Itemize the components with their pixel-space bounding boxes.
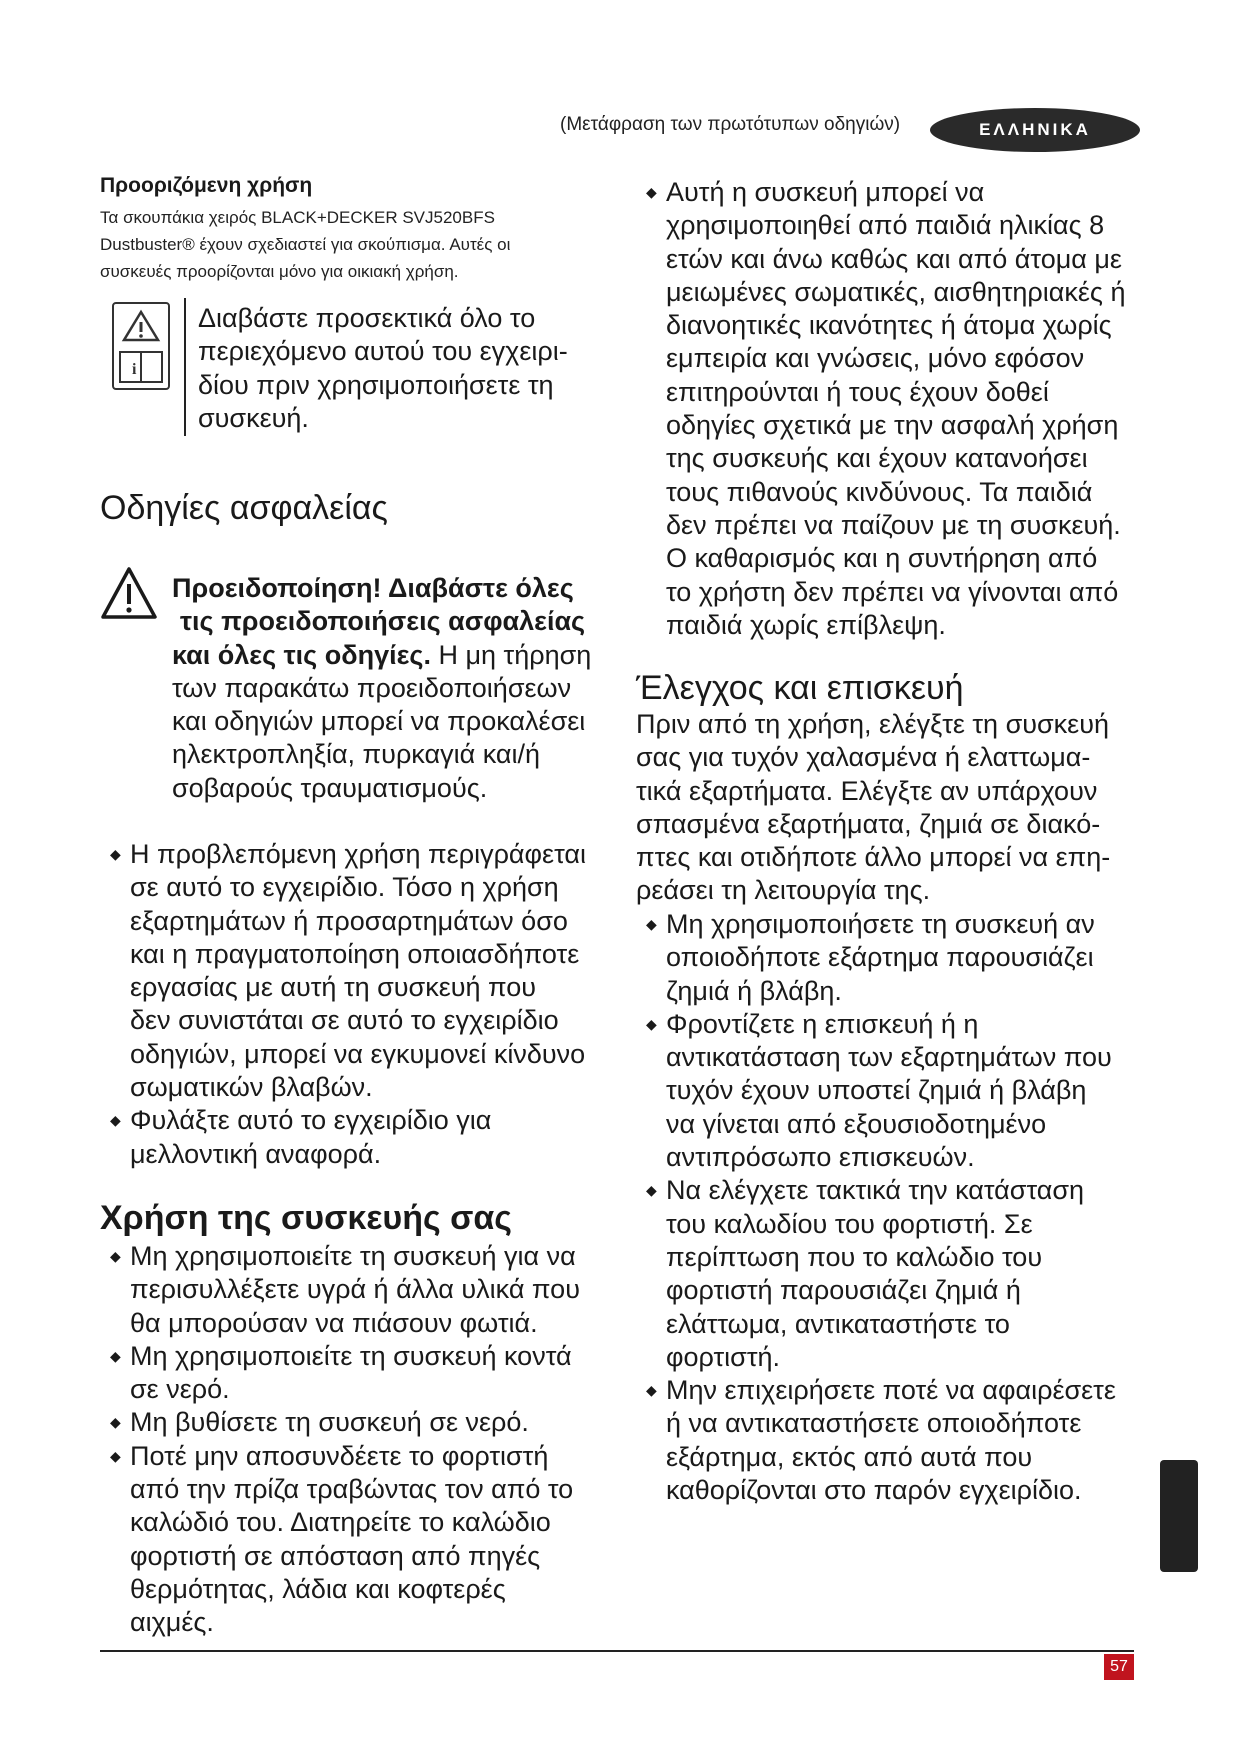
text-line: Διαβάστε προσεκτικά όλο το [198, 303, 536, 333]
text-line: εξαρτημάτων ή προσαρτημάτων όσο [130, 905, 568, 936]
list-item [636, 1374, 1156, 1507]
text-line: φορτιστή παρουσιάζει ζημιά ή [666, 1275, 1021, 1306]
text-line: Ποτέ μην αποσυνδέετε το φορτιστή [130, 1440, 549, 1471]
text-line: αντικατάσταση των εξαρτημάτων που [666, 1042, 1112, 1073]
text-line: ζημιά ή βλάβη. [666, 975, 842, 1006]
text-line: φορτιστή. [666, 1341, 781, 1372]
text-line: Τα σκουπάκια χειρός BLACK+DECKER SVJ520BFS [100, 208, 495, 227]
text-line: να γίνεται από εξουσιοδοτημένο [666, 1108, 1047, 1139]
list-item [636, 176, 1156, 642]
text-line: Αυτή η συσκευή μπορεί να [666, 177, 985, 207]
text-line: σε νερό. [130, 1374, 230, 1405]
text-line: ρεάσει τη λειτουργία της. [636, 875, 931, 906]
text-line: Μη χρησιμοποιείτε τη συσκευή κοντά [130, 1340, 572, 1371]
text-line: Η προβλεπόμενη χρήση περιγράφεται [130, 839, 586, 869]
text-line: και οδηγιών μπορεί να προκαλέσει [172, 706, 586, 737]
bullet-icon: ◆ [646, 184, 657, 200]
text-line: σε αυτό το εγχειρίδιο. Τόσο η χρήση [130, 872, 559, 903]
text-line: χρησιμοποιηθεί από παιδιά ηλικίας 8 [666, 210, 1105, 241]
text-line: Μην επιχειρήσετε ποτέ να αφαιρέσετε [666, 1375, 1116, 1406]
list-item [636, 908, 1156, 1008]
text-line: Ο καθαρισμός και η συντήρηση από [666, 543, 1098, 574]
list-item [100, 1240, 620, 1340]
text-line: Φροντίζετε η επισκευή ή η [666, 1008, 979, 1039]
inspection-bullets [636, 908, 1156, 1507]
text-line: διανοητικές ικανότητες ή άτομα χωρίς [666, 310, 1112, 341]
text-line: φορτιστή σε απόσταση από πηγές [130, 1540, 541, 1571]
text-line: σας για τυχόν χαλασμένα ή ελαττωμα- [636, 742, 1091, 773]
list-item [636, 1174, 1156, 1374]
children-bullet [636, 176, 1156, 642]
text-line: πτες και οτιδήποτε άλλο μπορεί να επη- [636, 842, 1111, 873]
safety-warning [172, 572, 632, 805]
text-line: περιεχόμενο αυτού του εγχειρι- [198, 336, 568, 367]
intended-use-title: Προοριζόμενη χρήση [100, 174, 313, 197]
list-item [100, 1104, 620, 1171]
warning-bold: τις προειδοποιήσεις ασφαλείας [180, 606, 586, 637]
text-line: θα μπορούσαν να πιάσουν φωτιά. [130, 1307, 538, 1338]
read-manual-text [198, 302, 618, 435]
bullet-icon: ◆ [110, 846, 121, 862]
text-line: Μη χρησιμοποιείτε τη συσκευή για να [130, 1241, 576, 1271]
text-line: Μη βυθίσετε τη συσκευή σε νερό. [130, 1407, 529, 1438]
text-line: περίπτωση που το καλώδιο του [666, 1241, 1043, 1272]
text-line: παιδιά χωρίς επίβλεψη. [666, 609, 946, 640]
warning-text: Η μη τήρηση [430, 639, 592, 670]
list-item [100, 1406, 620, 1439]
bullet-icon: ◆ [110, 1248, 121, 1264]
intended-use-text [100, 204, 620, 285]
text-line: εργασίας με αυτή τη συσκευή που [130, 972, 537, 1003]
text-line [172, 572, 632, 605]
text-line: τους πιθανούς κινδύνους. Τα παιδιά [666, 476, 1093, 507]
text-line: τυχόν έχουν υποστεί ζημιά ή βλάβη [666, 1075, 1087, 1106]
footer-rule [100, 1650, 1134, 1652]
inspection-title: Έλεγχος και επισκευή [636, 669, 964, 707]
divider-line [184, 298, 186, 436]
text-line: επιτηρούνται ή τους έχουν δοθεί [666, 376, 1049, 407]
text-line: Πριν από τη χρήση, ελέγξτε τη συσκευή [636, 709, 1109, 739]
text-line: συσκευές προορίζονται μόνο για οικιακή χρήση. [100, 262, 459, 281]
language-badge: ΕΛΛΗΝΙΚΑ [930, 108, 1140, 152]
list-item [636, 1008, 1156, 1174]
text-line: συσκευή. [198, 402, 309, 433]
usage-title: Χρήση της συσκευής σας [100, 1199, 512, 1237]
text-line: σωματικών βλαβών. [130, 1072, 373, 1103]
text-line: ηλεκτροπληξία, πυρκαγιά και/ή [172, 739, 540, 770]
text-line: της συσκευής και έχουν κατανοήσει [666, 443, 1088, 474]
read-manual-icon [112, 302, 170, 390]
text-line: το χρήστη δεν πρέπει να γίνονται από [666, 576, 1119, 607]
list-item [100, 1440, 620, 1640]
text-line: Μη χρησιμοποιήσετε τη συσκευή αν [666, 909, 1095, 939]
text-line: οδηγιών, μπορεί να εγκυμονεί κίνδυνο [130, 1038, 586, 1069]
text-line [172, 639, 632, 672]
text-line: εξάρτημα, εκτός από αυτά που [666, 1441, 1033, 1472]
text-line: εμπειρία και γνώσεις, μόνο εφόσον [666, 343, 1085, 374]
text-line: Φυλάξτε αυτό το εγχειρίδιο για [130, 1105, 492, 1136]
text-line: δεν συνιστάται σε αυτό το εγχειρίδιο [130, 1005, 559, 1036]
safety-title: Οδηγίες ασφαλείας [100, 489, 388, 527]
text-line: αιχμές. [130, 1607, 214, 1638]
text-line: περισυλλέξετε υγρά ή άλλα υλικά που [130, 1274, 580, 1305]
text-line [180, 605, 632, 638]
warning-bold: Προειδοποίηση! Διαβάστε όλες [172, 573, 574, 603]
text-line: ή να αντικαταστήσετε οποιοδήποτε [666, 1408, 1082, 1439]
inspection-intro [636, 708, 1156, 908]
text-line: από την πρίζα τραβώντας τον από το [130, 1474, 574, 1505]
text-line: καλώδιό του. Διατηρείτε το καλώδιο [130, 1507, 551, 1538]
text-line: καθορίζονται στο παρόν εγχειρίδιο. [666, 1475, 1082, 1506]
text-line: και η πραγματοποίηση οποιασδήποτε [130, 938, 580, 969]
svg-text:i: i [132, 361, 137, 378]
text-line: τικά εξαρτήματα. Ελέγξτε αν υπάρχουν [636, 775, 1098, 806]
text-line: Να ελέγχετε τακτικά την κατάσταση [666, 1175, 1085, 1206]
text-line: των παρακάτω προειδοποιήσεων [172, 672, 572, 703]
section-tab [1160, 1460, 1198, 1572]
bullet-icon: ◆ [646, 916, 657, 932]
text-line: οδηγίες σχετικά με την ασφαλή χρήση [666, 410, 1119, 441]
text-line: μειωμένες σωματικές, αισθητηριακές ή [666, 276, 1126, 307]
text-line: του καλωδίου του φορτιστή. Σε [666, 1208, 1033, 1239]
bullet-icon: ◆ [110, 1112, 121, 1129]
text-line: σοβαρούς τραυματισμούς. [172, 772, 488, 803]
warning-bold: και όλες τις οδηγίες. [172, 639, 431, 670]
list-item [100, 838, 620, 1104]
text-line: θερμότητας, λάδια και κοφτερές [130, 1573, 506, 1604]
page-number: 57 [1104, 1654, 1134, 1680]
text-line: οποιοδήποτε εξάρτημα παρουσιάζει [666, 942, 1094, 973]
bullet-icon: ◆ [646, 1382, 657, 1399]
text-line: αντιπρόσωπο επισκευών. [666, 1142, 975, 1173]
text-line: Dustbuster® έχουν σχεδιαστεί για σκούπισμα. Αυτές οι [100, 235, 511, 254]
text-line: σπασμένα εξαρτήματα, ζημιά σε διακό- [636, 808, 1101, 839]
warning-icon [100, 566, 158, 620]
bullet-icon: ◆ [646, 1015, 657, 1032]
text-line: ετών και άνω καθώς και από άτομα με [666, 243, 1122, 274]
bullet-icon: ◆ [646, 1182, 657, 1199]
text-line: ελάττωμα, αντικαταστήστε το [666, 1308, 1010, 1339]
list-item [100, 1340, 620, 1407]
safety-bullets [100, 838, 620, 1171]
text-line: δεν πρέπει να παίζουν με τη συσκευή. [666, 509, 1121, 540]
bullet-icon: ◆ [110, 1447, 121, 1464]
usage-bullets [100, 1240, 620, 1640]
bullet-icon: ◆ [110, 1347, 121, 1364]
text-line: δίου πριν χρησιμοποιήσετε τη [198, 369, 554, 400]
text-line: μελλοντική αναφορά. [130, 1138, 382, 1169]
bullet-icon: ◆ [110, 1414, 121, 1431]
translation-note: (Μετάφραση των πρωτότυπων οδηγιών) [560, 114, 901, 135]
